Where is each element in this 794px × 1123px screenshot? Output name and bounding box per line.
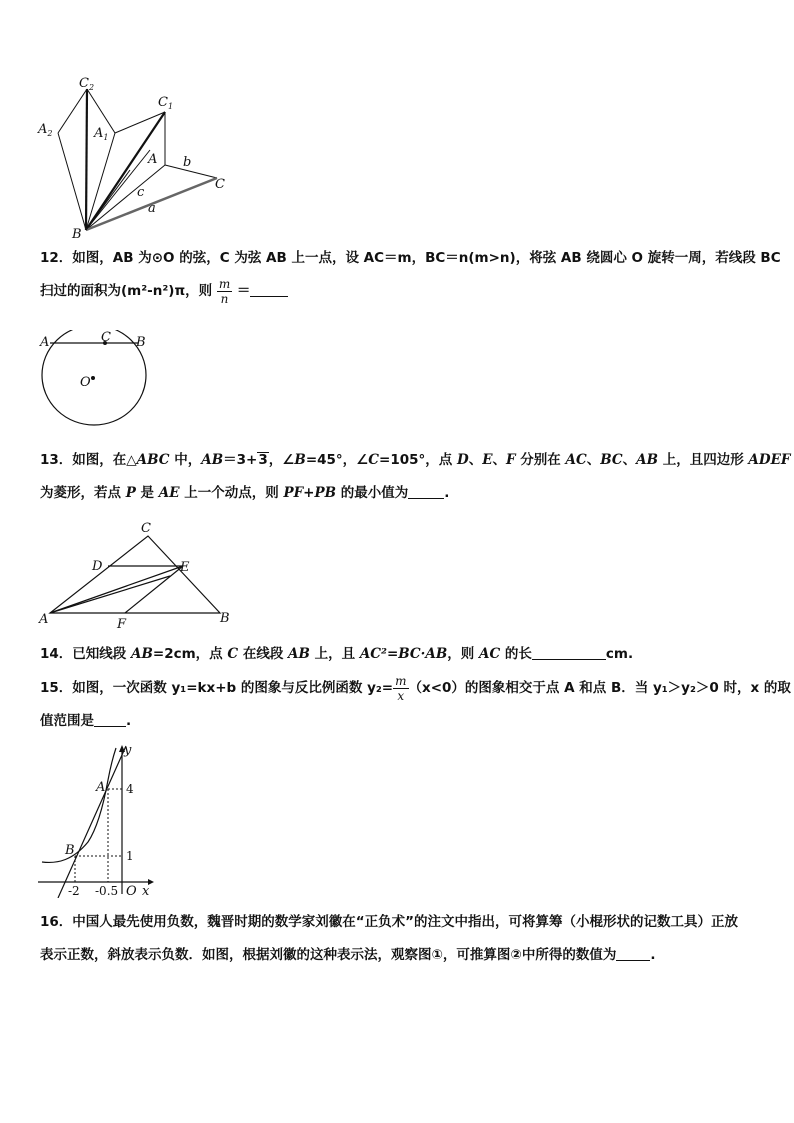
answer-blank-12[interactable]: [250, 282, 288, 297]
answer-blank-16[interactable]: [616, 946, 650, 961]
fraction-m-over-n: $\frac{m}{n}$: [218, 276, 231, 306]
question-16-line-1: 16．中国人最先使用负数，魏晋时期的数学家刘徽在“正负术”的注文中指出，可将算筹（小棍形状的记数工具）正放: [40, 914, 739, 930]
label-B: B: [220, 611, 230, 626]
label-C1: $C_1$: [158, 95, 174, 111]
label-O: O: [80, 375, 91, 390]
label-F: F: [117, 617, 127, 630]
figure-12: [38, 330, 153, 430]
question-13-line-2: 为菱形，若点 P 是 AE 上一个动点，则 PF+PB 的最小值为 .: [40, 485, 450, 501]
label-1: 1: [126, 849, 134, 863]
label-B: B: [72, 227, 82, 240]
label-c: c: [137, 185, 145, 200]
label-O: O: [126, 884, 137, 898]
answer-blank-15[interactable]: [94, 712, 126, 727]
answer-blank-13[interactable]: [408, 484, 444, 499]
label-C2: $C_2$: [79, 76, 95, 92]
label-y: y: [124, 743, 132, 758]
label-neg-0-5: -0.5: [95, 884, 119, 898]
label-D: D: [92, 559, 103, 574]
label-a: a: [148, 201, 156, 216]
question-12-line-2: 扫过的面积为(m²-n²)π，则 $\frac{m}{n}$ ＝: [40, 275, 758, 308]
label-C: C: [215, 177, 225, 192]
question-15: [40, 672, 791, 738]
label-B: B: [136, 335, 146, 350]
question-13: [40, 444, 791, 510]
label-A1: $A_1$: [94, 126, 109, 142]
label-x: x: [142, 884, 150, 898]
label-E: E: [180, 560, 190, 575]
question-14: [40, 638, 758, 671]
figure-11: [30, 75, 240, 240]
question-16-line-2: 表示正数，斜放表示负数．如图，根据刘徽的这种表示法，观察图①，可推算图②中所得的数值为 .: [40, 947, 656, 963]
figure-15: [38, 742, 158, 898]
question-12-line-1: 12．如图，AB 为⊙O 的弦，C 为弦 AB 上一点，设 AC＝m，BC＝n(m>n)，将弦 AB 绕圆心 O 旋转一周，若线段 BC: [40, 250, 781, 266]
question-14-line-1: 14．已知线段 AB=2cm，点 C 在线段 AB 上，且 AC²=BC·AB，则 AC 的长 cm.: [40, 646, 634, 662]
question-15-line-2: 值范围是 .: [40, 713, 132, 729]
label-C: C: [141, 521, 151, 536]
question-12: [40, 242, 781, 308]
fraction-m-over-x: $\frac{m}{x}$: [395, 673, 407, 703]
label-A: A: [40, 335, 50, 350]
label-neg-2: -2: [68, 884, 80, 898]
label-A: A: [148, 152, 158, 167]
label-A: A: [96, 780, 106, 795]
label-b: b: [183, 155, 192, 170]
answer-blank-14[interactable]: [532, 645, 606, 660]
label-C: C: [101, 330, 111, 345]
question-16: [40, 906, 758, 972]
question-15-line-1: 15．如图，一次函数 y₁=kx+b 的图象与反比例函数 y₂= $\frac{m}{x}$ （x<0）的图象相交于点 A 和点 B．当 y₁＞y₂＞0 时，x 的取: [40, 673, 791, 703]
label-A2: $A_2$: [38, 122, 53, 138]
label-A: A: [39, 612, 49, 627]
figure-13: [38, 518, 238, 630]
question-13-line-1: 13．如图，在△ABC 中，AB＝3+3，∠B=45°，∠C=105°，点 D、E、F 分别在 AC、BC、AB 上，且四边形 ADEF: [40, 452, 791, 468]
label-B: B: [65, 843, 75, 858]
label-4: 4: [126, 782, 134, 796]
